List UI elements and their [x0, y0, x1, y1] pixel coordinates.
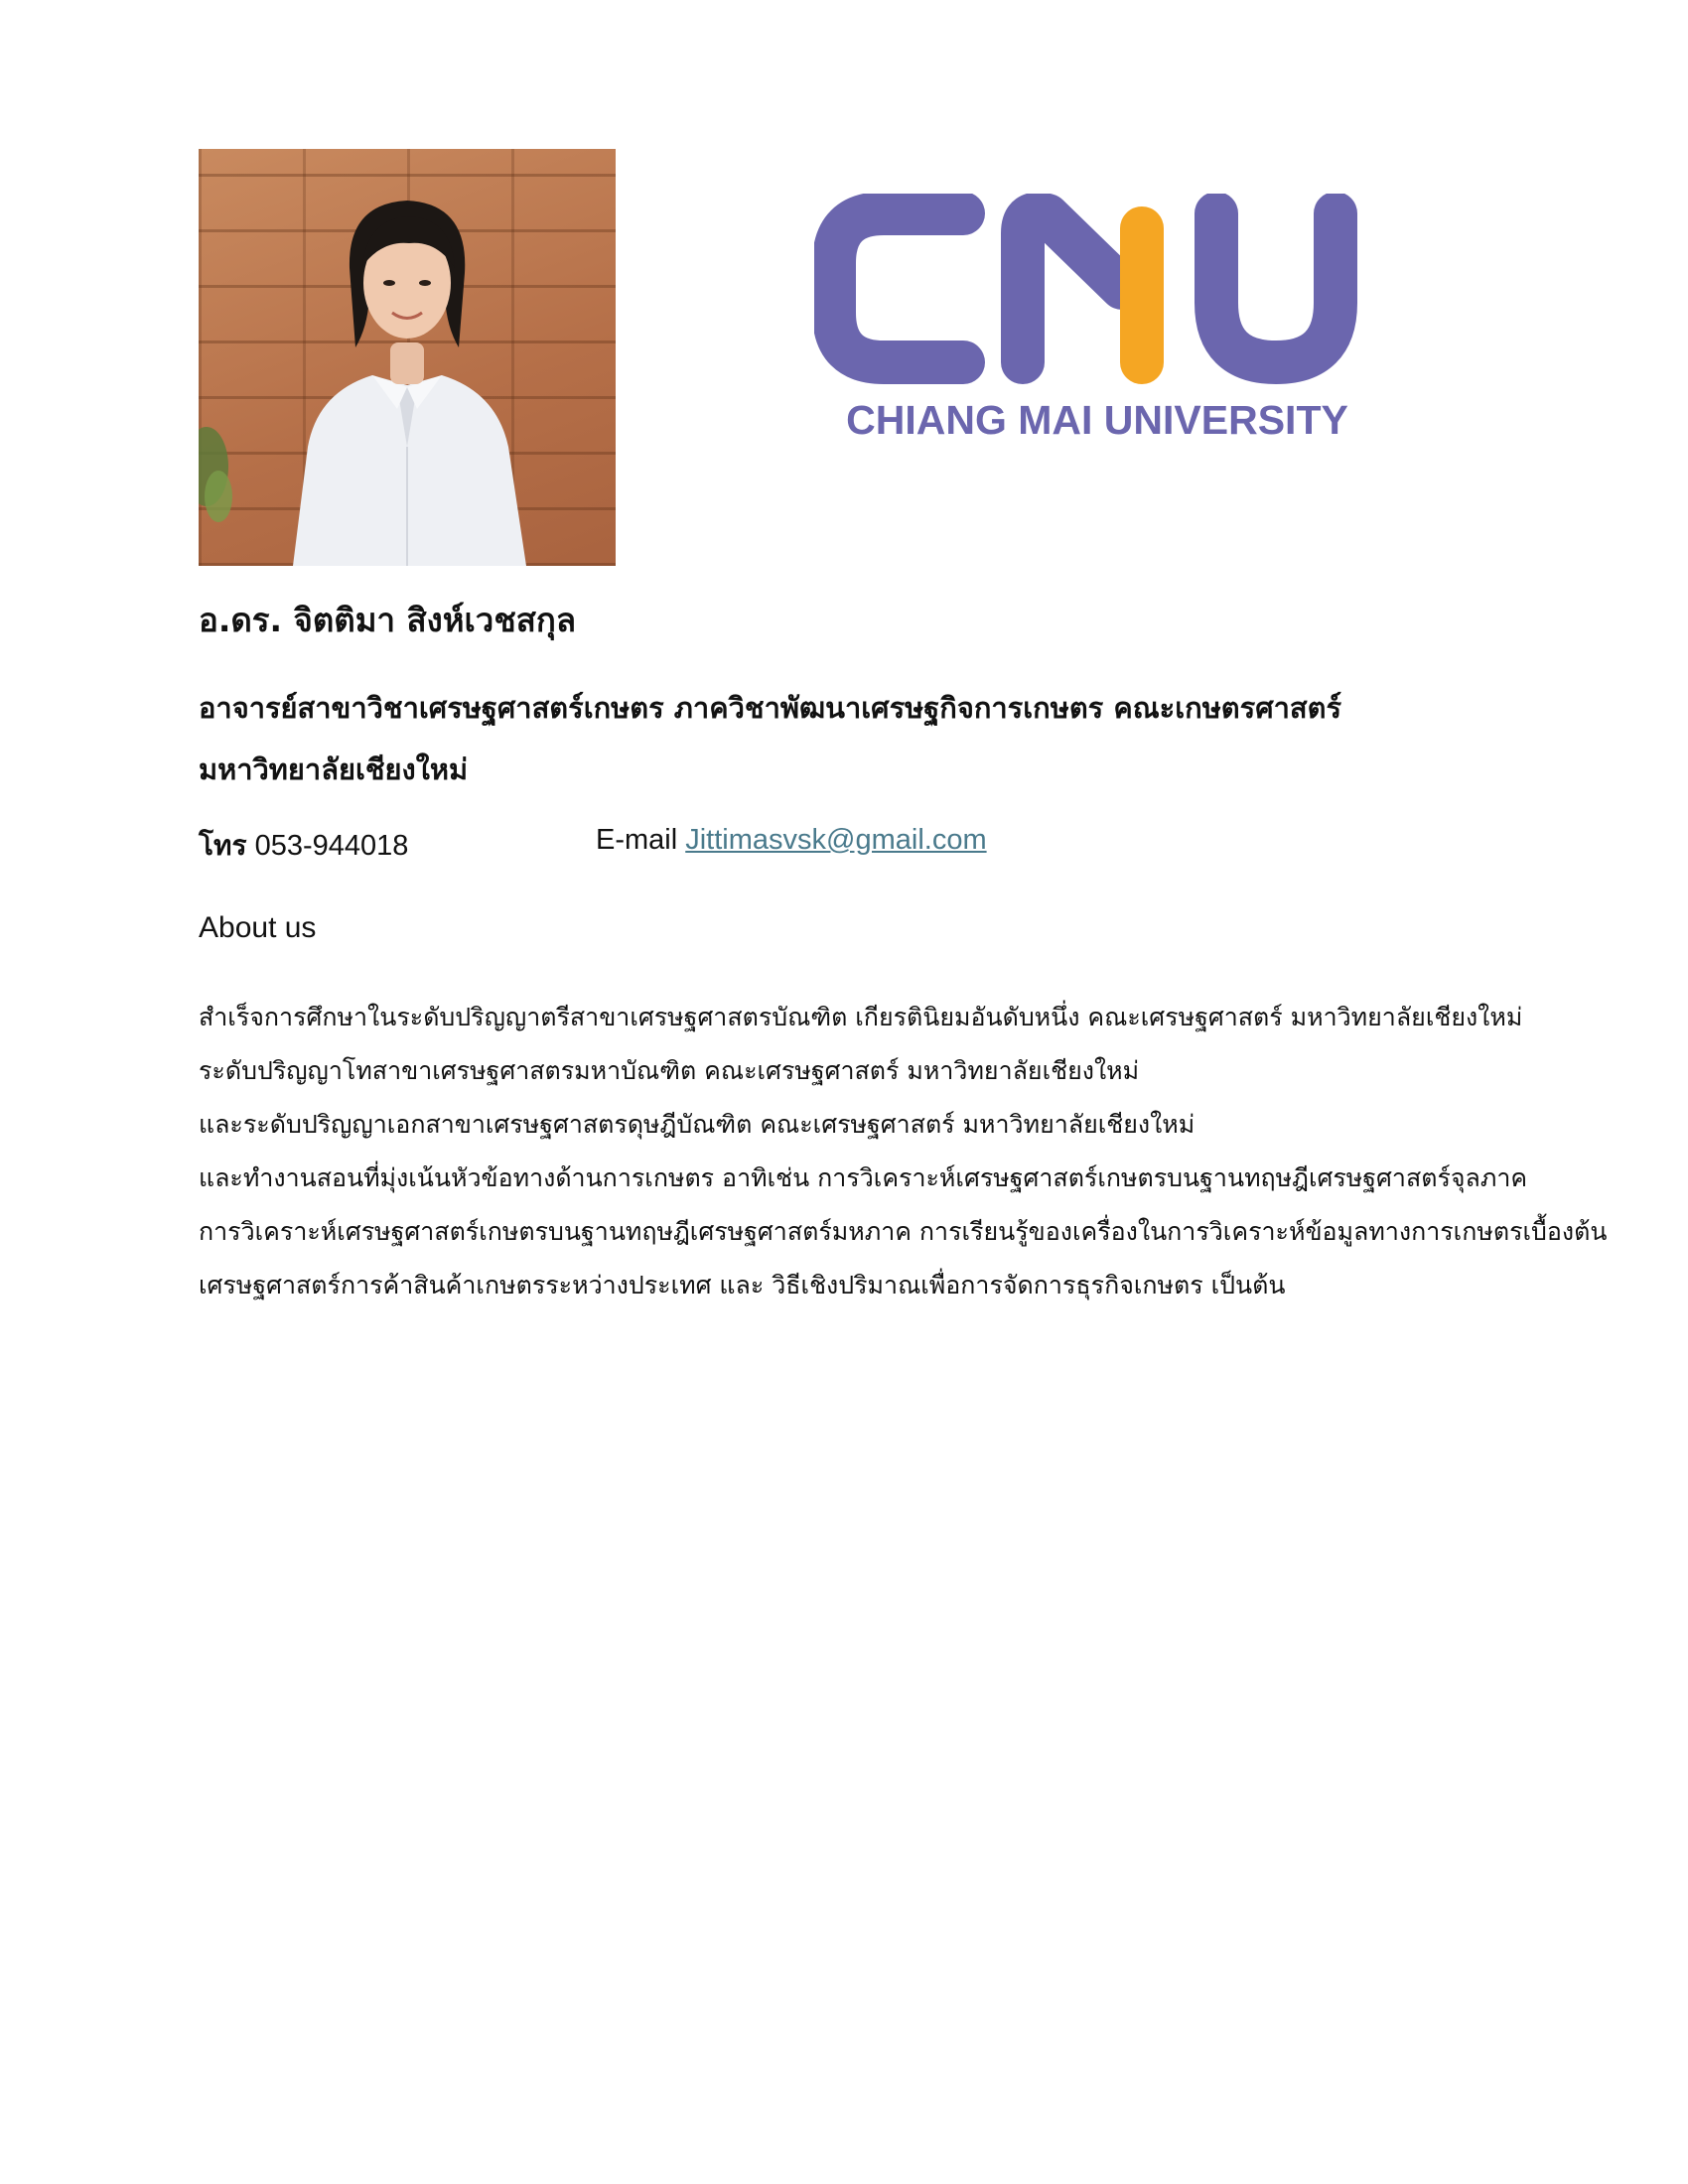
phone-number: 053-944018 — [254, 830, 409, 862]
about-body — [199, 991, 1608, 1312]
profile-name: อ.ดร. จิตติมา สิงห์เวชสกุล — [199, 601, 577, 639]
email-link[interactable]: Jittimasvsk@gmail.com — [685, 824, 987, 856]
profile-photo — [199, 149, 616, 566]
about-line: ระดับปริญญาโทสาขาเศรษฐศาสตรมหาบัณฑิต คณะเศรษฐศาสตร์ มหาวิทยาลัยเชียงใหม่ — [199, 1056, 1140, 1085]
about-line: เศรษฐศาสตร์การค้าสินค้าเกษตรระหว่างประเทศ และ วิธีเชิงปริมาณเพื่อการจัดการธุรกิจเกษตร เป็นต้น — [199, 1271, 1286, 1299]
role-line-1: อาจารย์สาขาวิชาเศรษฐศาสตร์เกษตร ภาควิชาพัฒนาเศรษฐกิจการเกษตร คณะเกษตรศาสตร์ — [199, 691, 1342, 725]
about-line: การวิเคราะห์เศรษฐศาสตร์เกษตรบนฐานทฤษฎีเศรษฐศาสตร์มหภาค การเรียนรู้ของเครื่องในการวิเคราะห์ข้อมูลทางการเกษตรเบื้องต้น — [199, 1217, 1608, 1246]
contact-row — [199, 824, 987, 869]
logo-subtitle: CHIANG MAI UNIVERSITY — [846, 397, 1348, 442]
email-block — [596, 824, 987, 857]
cmu-logo — [814, 194, 1380, 442]
profile-role — [199, 677, 1489, 800]
about-line: และระดับปริญญาเอกสาขาเศรษฐศาสตรดุษฎีบัณฑิต คณะเศรษฐศาสตร์ มหาวิทยาลัยเชียงใหม่ — [199, 1110, 1196, 1139]
email-label: E-mail — [596, 824, 678, 856]
portrait-illustration — [199, 149, 616, 566]
about-heading: About us — [199, 911, 317, 944]
role-line-2: มหาวิทยาลัยเชียงใหม่ — [199, 752, 469, 786]
about-line: สำเร็จการศึกษาในระดับปริญญาตรีสาขาเศรษฐศาสตรบัณฑิต เกียรตินิยมอันดับหนึ่ง คณะเศรษฐศาสตร์ มหาวิทยาลัยเชียงใหม่ — [199, 1003, 1523, 1031]
cmu-logo-graphic — [814, 194, 1380, 442]
phone-label: โทร — [199, 829, 247, 862]
about-line: และทำงานสอนที่มุ่งเน้นหัวข้อทางด้านการเกษตร อาทิเช่น การวิเคราะห์เศรษฐศาสตร์เกษตรบนฐานทฤษฎีเศรษฐศาสตร์จุลภาค — [199, 1163, 1528, 1192]
